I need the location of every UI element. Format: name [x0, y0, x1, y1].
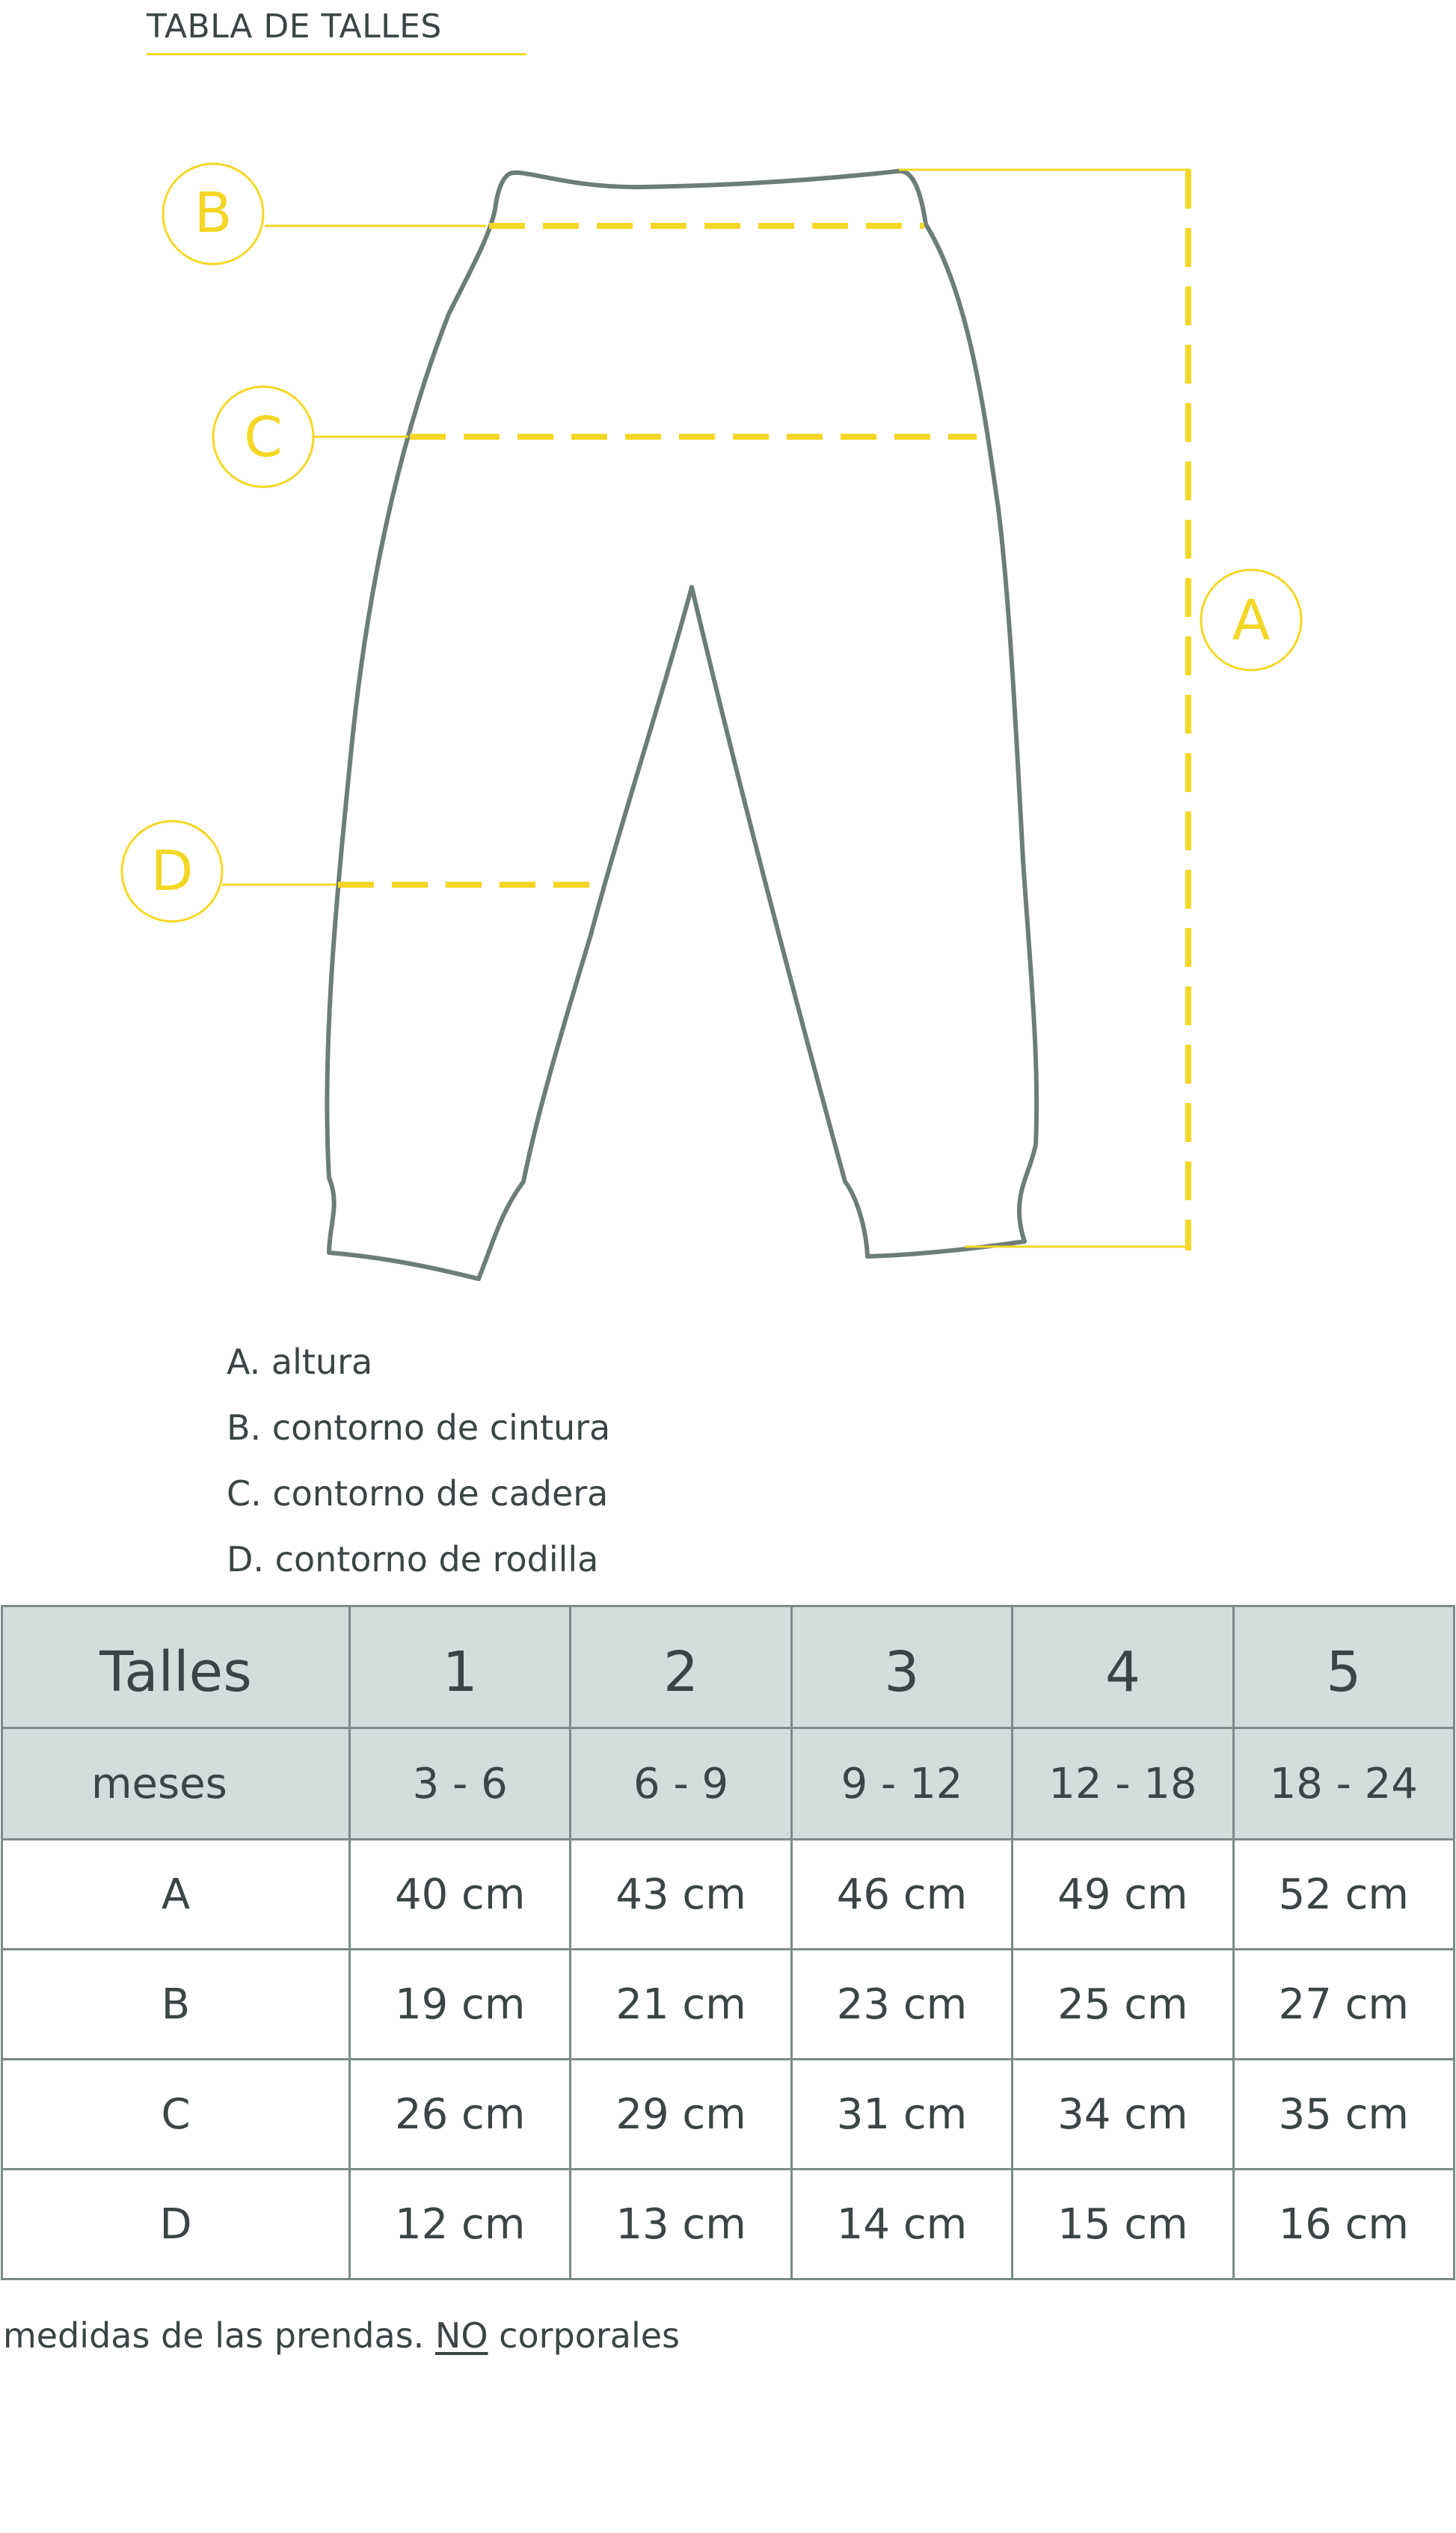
size-header-cell: 1: [350, 1606, 571, 1728]
row-label: A: [2, 1840, 350, 1950]
table-cell: 29 cm: [571, 2060, 791, 2170]
table-cell: 49 cm: [1013, 1840, 1233, 1950]
months-header-cell: 18 - 24: [1233, 1728, 1454, 1840]
b-marker-label: B: [194, 181, 233, 245]
table-cell: 23 cm: [791, 1950, 1012, 2060]
note-emphasis: NO: [434, 2315, 488, 2356]
table-row: [2, 1840, 1455, 1950]
row-label: C: [2, 2060, 350, 2170]
d-marker-label: D: [150, 839, 194, 903]
size-header-label: Talles: [2, 1606, 350, 1728]
table-cell: 14 cm: [791, 2170, 1012, 2279]
table-cell: 40 cm: [350, 1840, 571, 1950]
table-cell: 26 cm: [350, 2060, 571, 2170]
months-header-cell: 3 - 6: [350, 1728, 571, 1840]
table-cell: 27 cm: [1233, 1950, 1454, 2060]
pants-outline: [327, 171, 1036, 1279]
size-header-cell: 4: [1013, 1606, 1233, 1728]
size-header-cell: 5: [1233, 1606, 1454, 1728]
note-text-before: medidas de las prendas.: [3, 2315, 435, 2356]
months-header-label: meses: [2, 1728, 350, 1840]
legend-item-b: B. contorno de cintura: [227, 1407, 611, 1448]
a-marker-label: A: [1232, 589, 1271, 653]
months-header-row: [2, 1728, 1455, 1840]
months-header-cell: 6 - 9: [571, 1728, 791, 1840]
legend-item-d: D. contorno de rodilla: [227, 1539, 599, 1579]
row-label: B: [2, 1950, 350, 2060]
garment-measurement-note: [3, 2315, 680, 2356]
page-title: TABLA DE TALLES: [147, 7, 442, 46]
table-cell: 31 cm: [791, 2060, 1012, 2170]
c-marker-label: C: [244, 405, 283, 470]
table-cell: 34 cm: [1013, 2060, 1233, 2170]
table-cell: 46 cm: [791, 1840, 1012, 1950]
table-cell: 25 cm: [1013, 1950, 1233, 2060]
months-header-cell: 12 - 18: [1013, 1728, 1233, 1840]
table-cell: 43 cm: [571, 1840, 791, 1950]
table-cell: 35 cm: [1233, 2060, 1454, 2170]
row-label: D: [2, 2170, 350, 2279]
table-row: [2, 1950, 1455, 2060]
size-header-row: [2, 1606, 1455, 1728]
measurement-legend: [227, 1336, 610, 1599]
table-cell: 12 cm: [350, 2170, 571, 2279]
size-table: [1, 1605, 1455, 2280]
table-row: [2, 2060, 1455, 2170]
months-header-cell: 9 - 12: [791, 1728, 1012, 1840]
table-cell: 19 cm: [350, 1950, 571, 2060]
legend-item-c: C. contorno de cadera: [227, 1473, 609, 1514]
table-cell: 21 cm: [571, 1950, 791, 2060]
table-cell: 16 cm: [1233, 2170, 1454, 2279]
table-cell: 15 cm: [1013, 2170, 1233, 2279]
size-header-cell: 2: [571, 1606, 791, 1728]
table-cell: 13 cm: [571, 2170, 791, 2279]
table-row: [2, 2170, 1455, 2279]
note-text-after: corporales: [488, 2315, 680, 2356]
size-header-cell: 3: [791, 1606, 1012, 1728]
legend-item-a: A. altura: [227, 1342, 373, 1382]
table-cell: 52 cm: [1233, 1840, 1454, 1950]
